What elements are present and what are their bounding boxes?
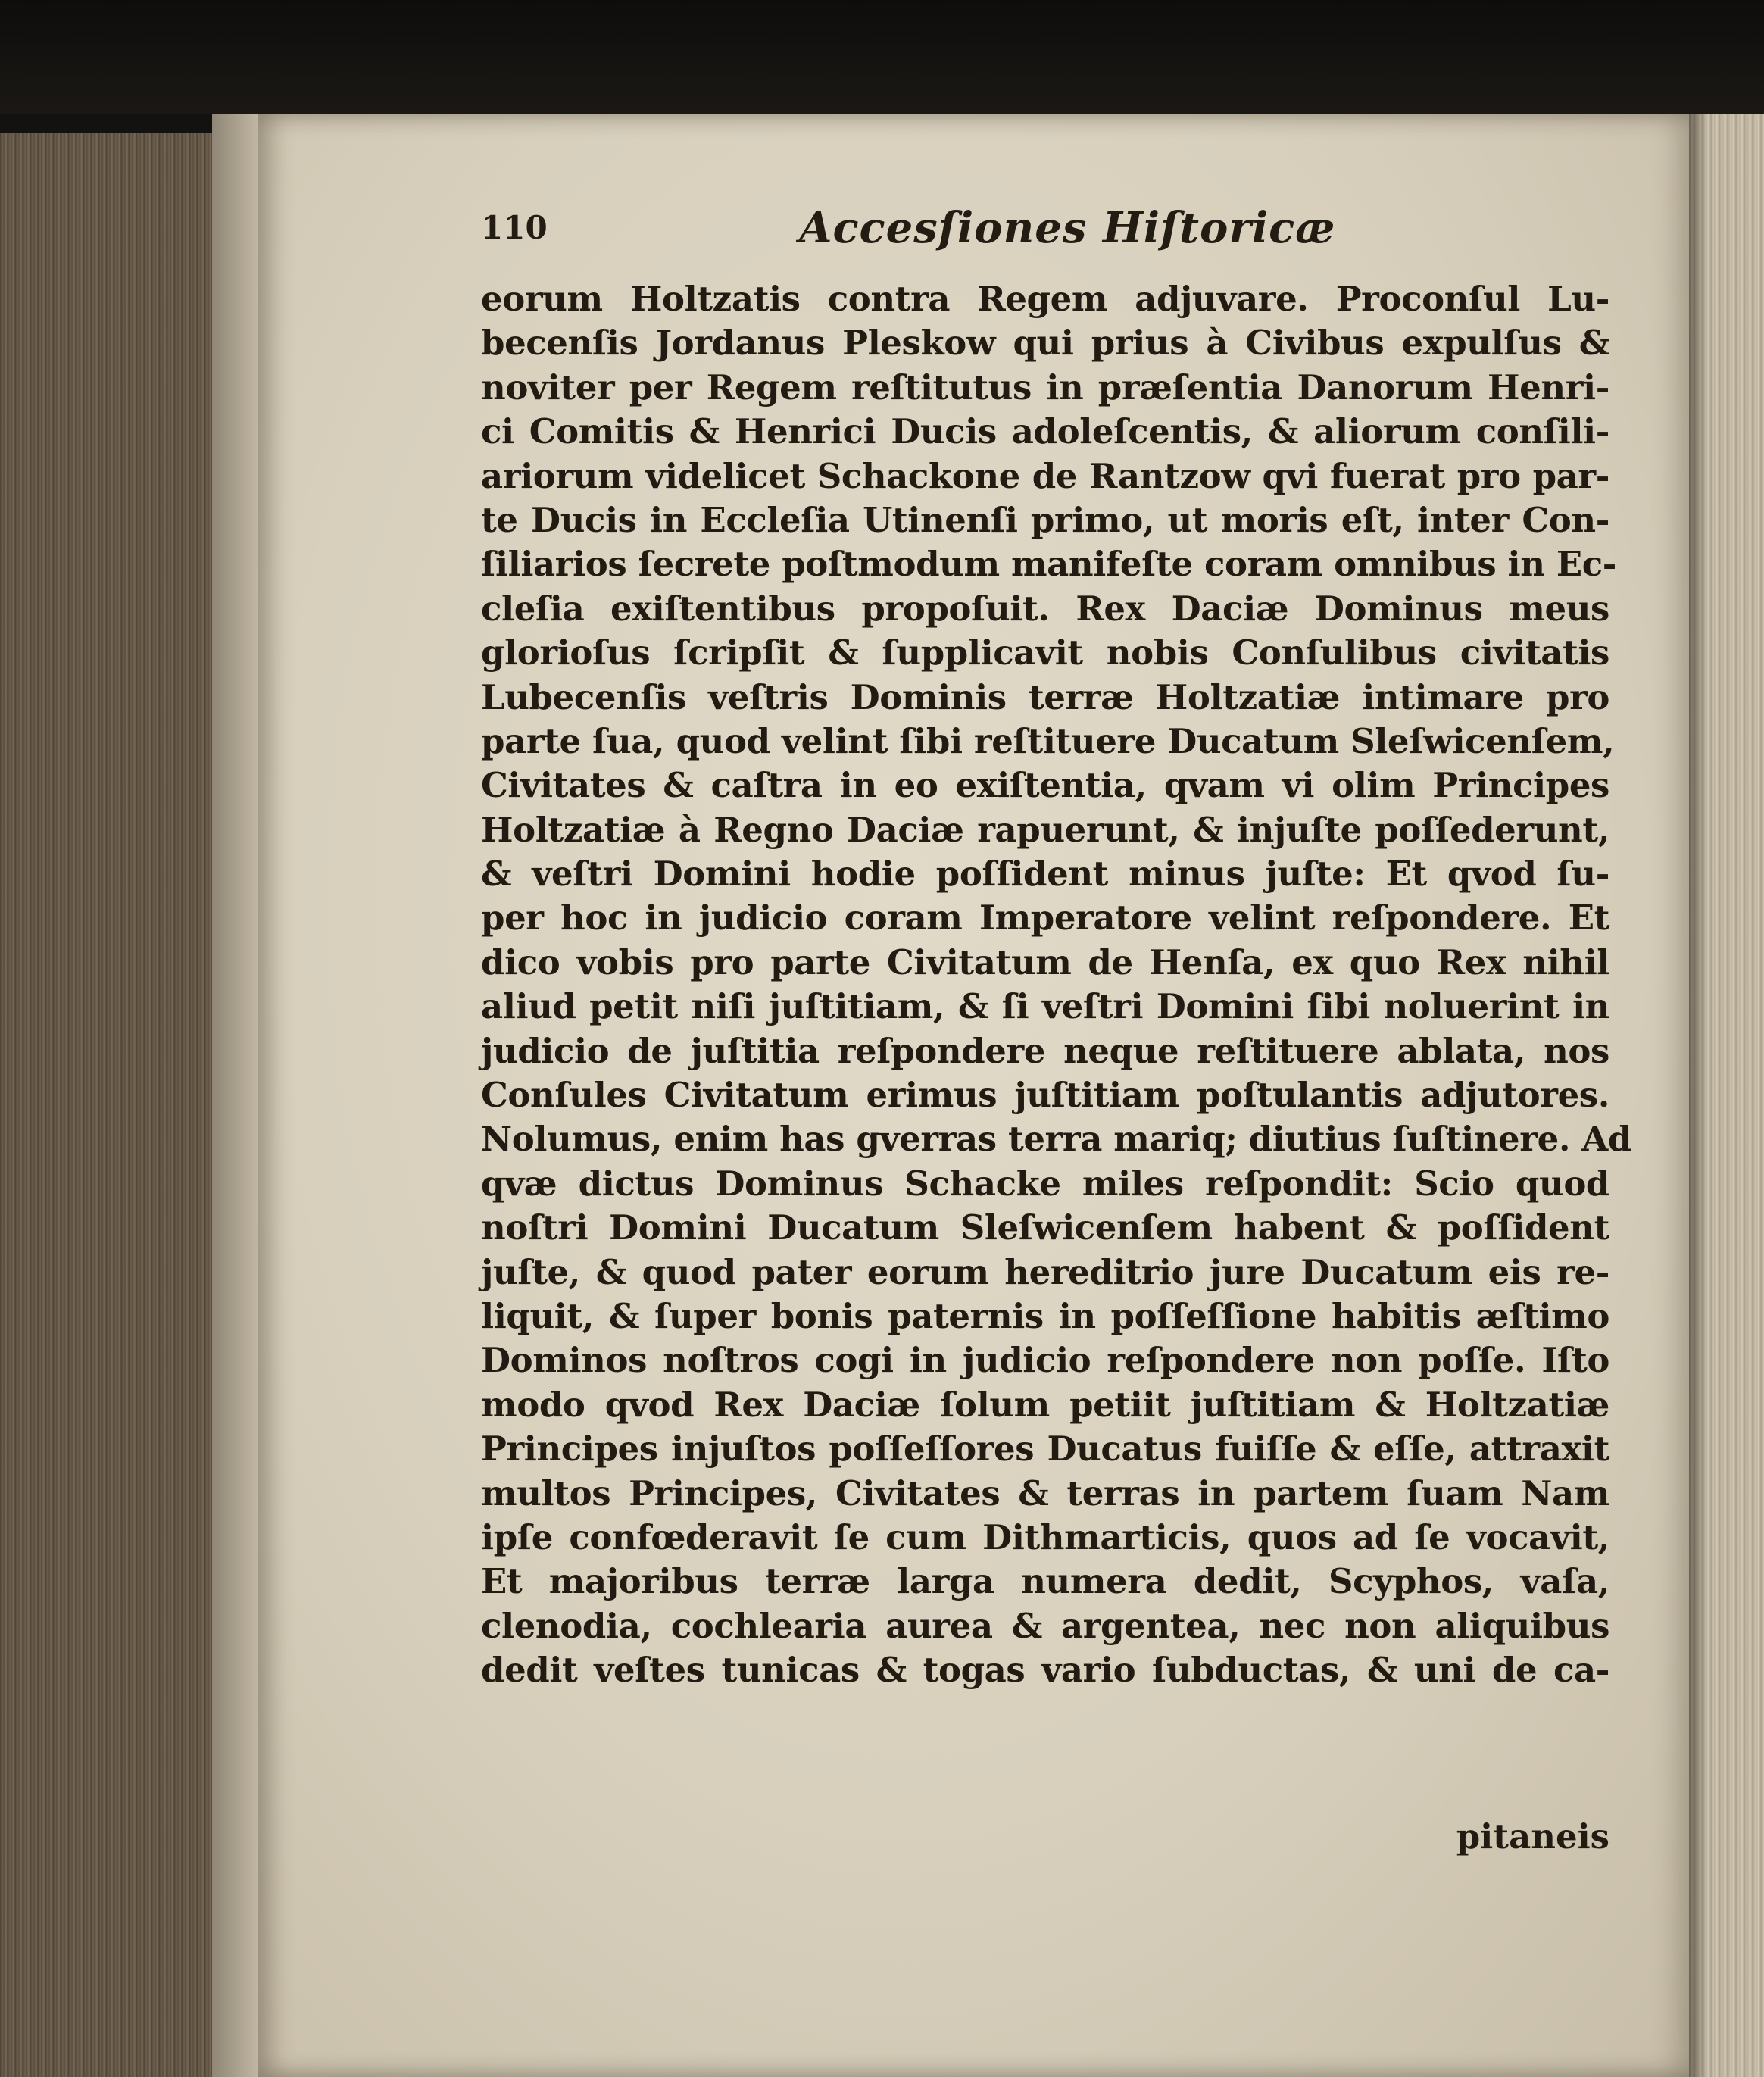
text-line: Et majoribus terræ larga numera dedit, Scyphos, vaſa, xyxy=(481,1561,1609,1602)
text-line: modo qvod Rex Daciæ ſolum petiit juſtitiam & Holtzatiæ xyxy=(481,1384,1609,1425)
page-header xyxy=(481,203,1602,256)
text-line: aliud petit niſi juſtitiam, & ſi veſtri Domini ſibi noluerint in xyxy=(481,986,1609,1027)
text-line: liquit, & ſuper bonis paternis in poſſeſſione habitis æſtimo xyxy=(481,1295,1609,1336)
text-line: Principes injuſtos poſſeſſores Ducatus fuiſſe & eſſe, attraxit xyxy=(481,1429,1609,1470)
text-line: eorum Holtzatis contra Regem adjuvare. Proconſul Lu- xyxy=(481,279,1609,319)
text-line: becenſis Jordanus Pleskow qui prius à Civibus expulſus & xyxy=(481,323,1609,364)
text-line: ci Comitis & Henrici Ducis adoleſcentis, & aliorum conſili- xyxy=(481,411,1609,452)
text-line: Lubecenſis veſtris Dominis terræ Holtzatiæ intimare pro xyxy=(481,676,1609,717)
text-line: Conſules Civitatum erimus juſtitiam poſtulantis adjutores. xyxy=(481,1075,1609,1116)
text-line: dico vobis pro parte Civitatum de Henſa, ex quo Rex nihil xyxy=(481,942,1609,982)
body-text xyxy=(481,277,1631,1857)
text-line: glorioſus ſcripſit & ſupplicavit nobis Conſulibus civitatis xyxy=(481,632,1609,673)
text-line: Holtzatiæ à Regno Daciæ rapuerunt, & injuſte poſſederunt, xyxy=(481,809,1609,850)
book-fore-edge-right xyxy=(1689,114,1764,2077)
text-line: multos Principes, Civitates & terras in partem ſuam Nam xyxy=(481,1473,1609,1513)
text-line: te Ducis in Eccleſia Utinenſi primo, ut moris eſt, inter Con- xyxy=(481,499,1609,540)
text-line: Dominos noſtros cogi in judicio reſpondere non poſſe. Iſto xyxy=(481,1340,1609,1381)
text-line: ipſe confœderavit ſe cum Dithmarticis, quos ad ſe vocavit, xyxy=(481,1516,1609,1557)
text-line: clenodia, cochlearia aurea & argentea, nec non aliquibus xyxy=(481,1605,1609,1646)
text-line: per hoc in judicio coram Imperatore velint reſpondere. Et xyxy=(481,898,1609,939)
page-number: 110 xyxy=(481,209,548,246)
text-line: dedit veſtes tunicas & togas vario ſubductas, & uni de ca- xyxy=(481,1650,1609,1691)
text-line: noſtri Domini Ducatum Sleſwicenſem habent & poſſident xyxy=(481,1207,1609,1248)
text-line: juſte, & quod pater eorum hereditrio jure Ducatum eis re- xyxy=(481,1251,1609,1292)
text-line: ariorum videlicet Schackone de Rantzow qvi fuerat pro par- xyxy=(481,455,1609,496)
text-line: ſiliarios ſecrete poſtmodum manifeſte coram omnibus in Ec- xyxy=(481,544,1616,585)
running-title: Accesſiones Hiſtoricæ xyxy=(799,203,1336,253)
text-line: judicio de juſtitia reſpondere neque reſtituere ablata, nos xyxy=(481,1030,1609,1071)
text-line: cleſia exiſtentibus propoſuit. Rex Daciæ Dominus meus xyxy=(481,588,1609,629)
text-line: qvæ dictus Dominus Schacke miles reſpondit: Scio quod xyxy=(481,1163,1609,1204)
background-dark-top xyxy=(0,0,1764,114)
text-line: & veſtri Domini hodie poſſident minus juſte: Et qvod ſu- xyxy=(481,854,1609,895)
text-line: Civitates & caſtra in eo exiſtentia, qvam vi olim Principes xyxy=(481,765,1609,806)
catchword: pitaneis xyxy=(1456,1816,1609,1857)
text-line: noviter per Regem reſtitutus in præſentia Danorum Henri- xyxy=(481,367,1609,408)
text-line: parte ſua, quod velint ſibi reſtituere Ducatum Sleſwicenſem, xyxy=(481,720,1615,761)
text-line: Nolumus, enim has gverras terra mariq; diutius ſuſtinere. Ad xyxy=(481,1119,1631,1160)
